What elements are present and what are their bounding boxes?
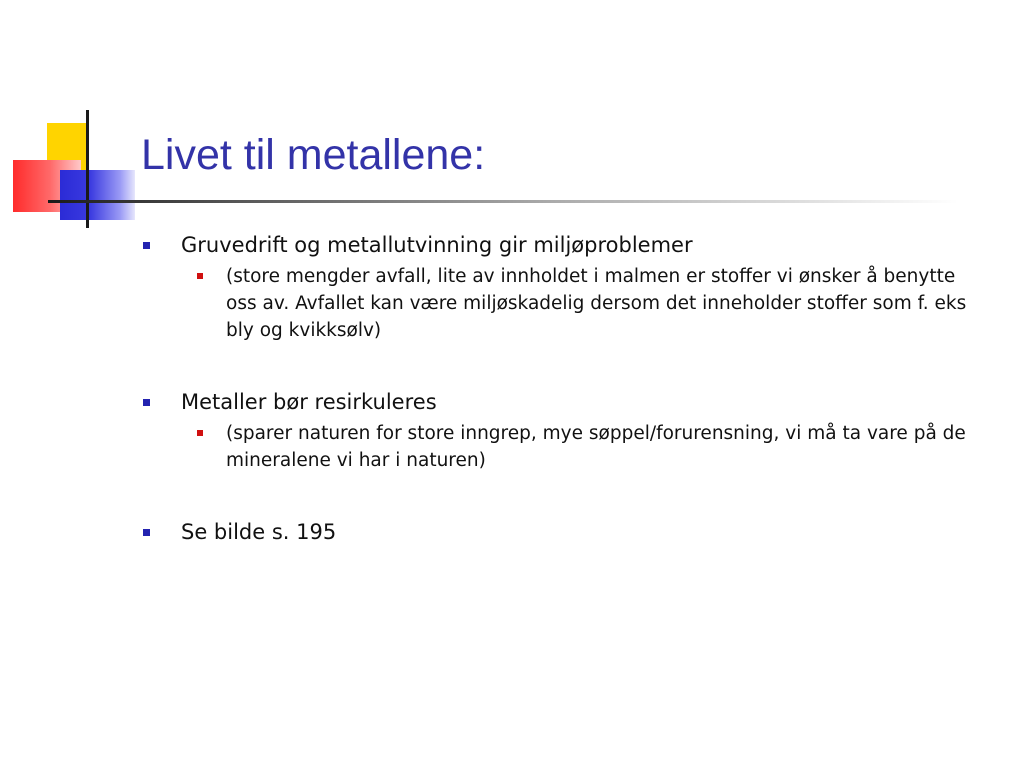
sub-bullet-list: [181, 263, 991, 344]
bullet-square-icon: [143, 399, 150, 406]
sub-bullet-text: (store mengder avfall, lite av innholdet i malmen er stoffer vi ønsker å benytte oss av. Avfallet kan være miljøskadelig dersom det inneholder stoffer som f. eks bly og kvikksølv): [226, 266, 967, 341]
sub-bullet-square-icon: [197, 273, 203, 279]
bullet-square-icon: [143, 242, 150, 249]
bullet-list: [141, 230, 991, 547]
spacer: [141, 474, 991, 517]
bullet-item: [141, 230, 991, 344]
spacer: [141, 344, 991, 387]
bullet-text: Metaller bør resirkuleres: [181, 390, 437, 414]
sub-bullet-text: (sparer naturen for store inngrep, mye søppel/forurensning, vi må ta vare på de mineralene vi har i naturen): [226, 423, 966, 471]
sub-bullet-square-icon: [197, 430, 203, 436]
bullet-item: [141, 387, 991, 474]
sub-bullet-item: [181, 263, 991, 344]
sub-bullet-item: [181, 420, 991, 474]
slide-content: [141, 230, 991, 547]
sub-bullet-list: [181, 420, 991, 474]
bullet-text: Gruvedrift og metallutvinning gir miljøproblemer: [181, 233, 693, 257]
bullet-text: Se bilde s. 195: [181, 520, 337, 544]
title-underline: [48, 200, 958, 203]
bullet-square-icon: [143, 529, 150, 536]
slide-title: Livet til metallene:: [141, 131, 486, 179]
decor-vertical-line: [86, 110, 89, 228]
decor-blue-square: [60, 170, 135, 220]
bullet-item: [141, 517, 991, 547]
